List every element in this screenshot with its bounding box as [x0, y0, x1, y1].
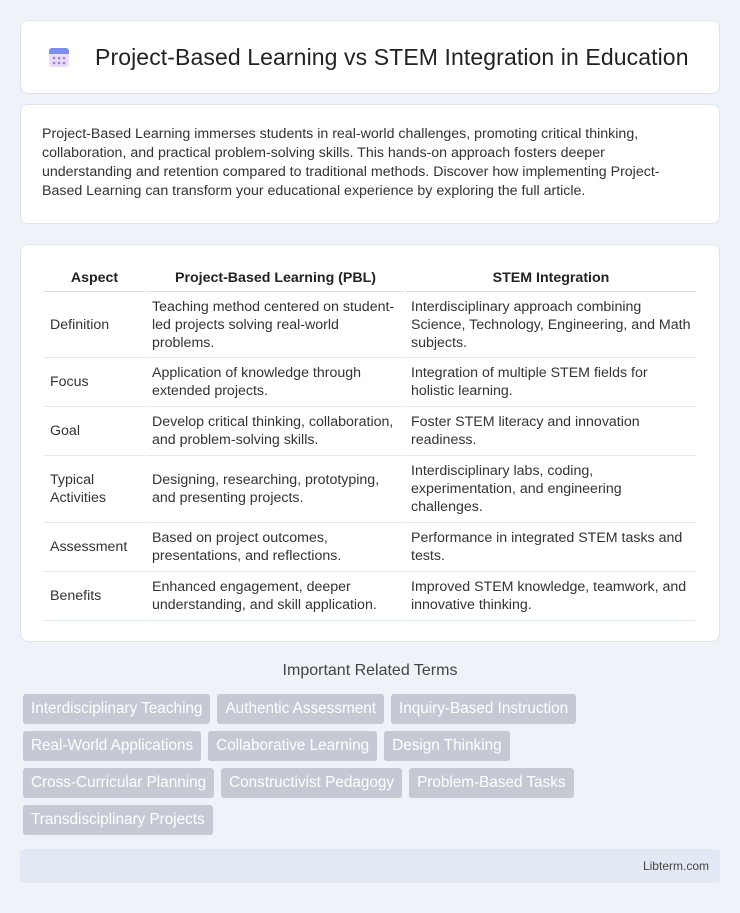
- related-terms-list: [23, 694, 723, 842]
- row-pbl: Application of knowledge through extended projects.: [147, 358, 404, 407]
- row-aspect: Goal: [44, 407, 145, 456]
- tag-constructivist-pedagogy[interactable]: Constructivist Pedagogy: [221, 768, 402, 798]
- tag-transdisciplinary-projects[interactable]: Transdisciplinary Projects: [23, 805, 213, 835]
- tag-cross-curricular-planning[interactable]: Cross-Curricular Planning: [23, 768, 214, 798]
- row-pbl: Designing, researching, prototyping, and presenting projects.: [147, 456, 404, 523]
- tag-inquiry-based-instruction[interactable]: Inquiry-Based Instruction: [391, 694, 576, 724]
- row-aspect: Assessment: [44, 523, 145, 572]
- row-stem: Improved STEM knowledge, teamwork, and innovative thinking.: [406, 572, 696, 621]
- table-row: [44, 523, 696, 572]
- intro-text: Project-Based Learning immerses students in real-world challenges, promoting critical thinking, collaboration, and practical problem-solving skills. This hands-on approach fosters deeper understanding and retention compared to traditional methods. Discover how implementing Project-Based Learning can transform your educational experience by exploring the full article.: [42, 126, 660, 199]
- footer-site-link[interactable]: Libterm.com: [642, 859, 709, 873]
- tag-problem-based-tasks[interactable]: Problem-Based Tasks: [409, 768, 574, 798]
- page-title: Project-Based Learning vs STEM Integration in Education: [95, 43, 689, 70]
- table-row: [44, 407, 696, 456]
- row-stem: Foster STEM literacy and innovation readiness.: [406, 407, 696, 456]
- row-pbl: Develop critical thinking, collaboration, and problem-solving skills.: [147, 407, 404, 456]
- row-stem: Integration of multiple STEM fields for holistic learning.: [406, 358, 696, 407]
- header-pbl: Project-Based Learning (PBL): [147, 265, 404, 292]
- header-card: [20, 20, 720, 94]
- row-aspect: Focus: [44, 358, 145, 407]
- row-pbl: Enhanced engagement, deeper understanding, and skill application.: [147, 572, 404, 621]
- row-aspect: Definition: [44, 292, 145, 358]
- tag-real-world-applications[interactable]: Real-World Applications: [23, 731, 201, 761]
- tag-row: [23, 694, 723, 724]
- footer: [20, 849, 720, 883]
- tag-interdisciplinary-teaching[interactable]: Interdisciplinary Teaching: [23, 694, 210, 724]
- row-stem: Interdisciplinary labs, coding, experimentation, and engineering challenges.: [406, 456, 696, 523]
- tag-authentic-assessment[interactable]: Authentic Assessment: [217, 694, 384, 724]
- header-stem: STEM Integration: [406, 265, 696, 292]
- row-pbl: Based on project outcomes, presentations, and reflections.: [147, 523, 404, 572]
- table-row: [44, 456, 696, 523]
- intro-card: [20, 104, 720, 224]
- row-aspect: Benefits: [44, 572, 145, 621]
- tag-row: [23, 731, 723, 761]
- header-aspect: Aspect: [44, 265, 145, 292]
- tag-collaborative-learning[interactable]: Collaborative Learning: [208, 731, 377, 761]
- tag-row: [23, 768, 723, 798]
- row-pbl: Teaching method centered on student-led projects solving real-world problems.: [147, 292, 404, 358]
- row-stem: Interdisciplinary approach combining Science, Technology, Engineering, and Math subjects.: [406, 292, 696, 358]
- table-row: [44, 572, 696, 621]
- row-aspect: Typical Activities: [44, 456, 145, 523]
- row-stem: Performance in integrated STEM tasks and tests.: [406, 523, 696, 572]
- comparison-table: [42, 265, 698, 621]
- calendar-grid-icon: [47, 45, 71, 69]
- comparison-table-card: [20, 244, 720, 642]
- table-header-row: [44, 265, 696, 292]
- related-terms-title: Important Related Terms: [282, 662, 458, 679]
- table-row: [44, 358, 696, 407]
- tag-design-thinking[interactable]: Design Thinking: [384, 731, 509, 761]
- tag-row: [23, 805, 723, 835]
- table-row: [44, 292, 696, 358]
